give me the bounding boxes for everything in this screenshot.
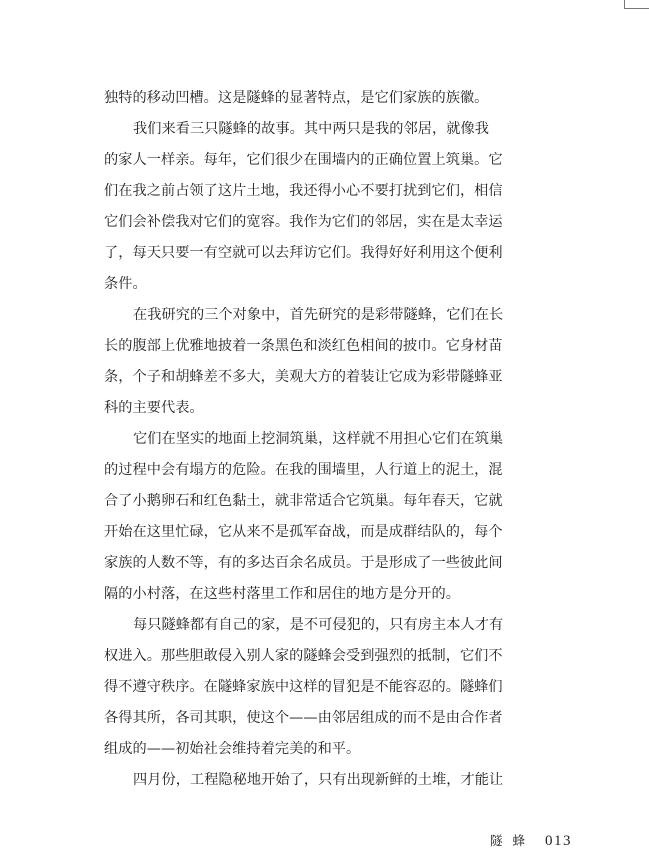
text-line: 条，个子和胡蜂差不多大，美观大方的着装让它成为彩带隧蜂亚 — [104, 369, 503, 385]
running-title: 隧蜂 — [489, 833, 535, 848]
page-footer — [490, 831, 572, 850]
page-corner-mark — [624, 0, 649, 9]
text-line: 独特的移动凹槽。这是隧蜂的显著特点，是它们家族的族徽。 — [104, 90, 489, 106]
text-line: 条件。 — [104, 276, 147, 292]
text-line: 合了小鹅卵石和红色黏土，就非常适合它筑巢。每年春天，它就 — [104, 493, 503, 509]
text-line: 四月份，工程隐秘地开始了，只有出现新鲜的土堆，才能让 — [133, 772, 504, 788]
text-line: 我们来看三只隧蜂的故事。其中两只是我的邻居，就像我 — [133, 121, 489, 137]
text-line: 各得其所，各司其职，使这个——由邻居组成的而不是由合作者 — [104, 710, 503, 726]
text-line: 们在我之前占领了这片土地，我还得小心不要打扰到它们，相信 — [104, 183, 503, 199]
page-number: 013 — [545, 833, 572, 849]
text-line: 的过程中会有塌方的危险。在我的围墙里，人行道上的泥土，混 — [104, 462, 503, 478]
text-line: 家族的人数不等，有的多达百余名成员。于是形成了一些彼此间 — [104, 555, 503, 571]
text-line: 它们在坚实的地面上挖洞筑巢，这样就不用担心它们在筑巢 — [133, 431, 504, 447]
text-line: 权进入。那些胆敢侵入别人家的隧蜂会受到强烈的抵制，它们不 — [104, 648, 503, 664]
text-line: 每只隧蜂都有自己的家，是不可侵犯的，只有房主本人才有 — [133, 617, 504, 633]
text-line: 长的腹部上优雅地披着一条黑色和淡红色相间的披巾。它身材苗 — [104, 338, 503, 354]
body-text — [104, 83, 534, 796]
text-line: 了，每天只要一有空就可以去拜访它们。我得好好利用这个便利 — [104, 245, 503, 261]
text-line: 在我研究的三个对象中，首先研究的是彩带隧蜂，它们在长 — [133, 307, 504, 323]
text-line: 隔的小村落，在这些村落里工作和居住的地方是分开的。 — [104, 586, 460, 602]
text-line: 科的主要代表。 — [104, 400, 204, 416]
text-line: 组成的——初始社会维持着完美的和平。 — [104, 741, 361, 757]
text-line: 开始在这里忙碌，它从来不是孤军奋战，而是成群结队的，每个 — [104, 524, 503, 540]
text-line: 得不遵守秩序。在隧蜂家族中这样的冒犯是不能容忍的。隧蜂们 — [104, 679, 503, 695]
text-line: 的家人一样亲。每年，它们很少在围墙内的正确位置上筑巢。它 — [104, 152, 503, 168]
text-line: 它们会补偿我对它们的宽容。我作为它们的邻居，实在是太幸运 — [104, 214, 503, 230]
